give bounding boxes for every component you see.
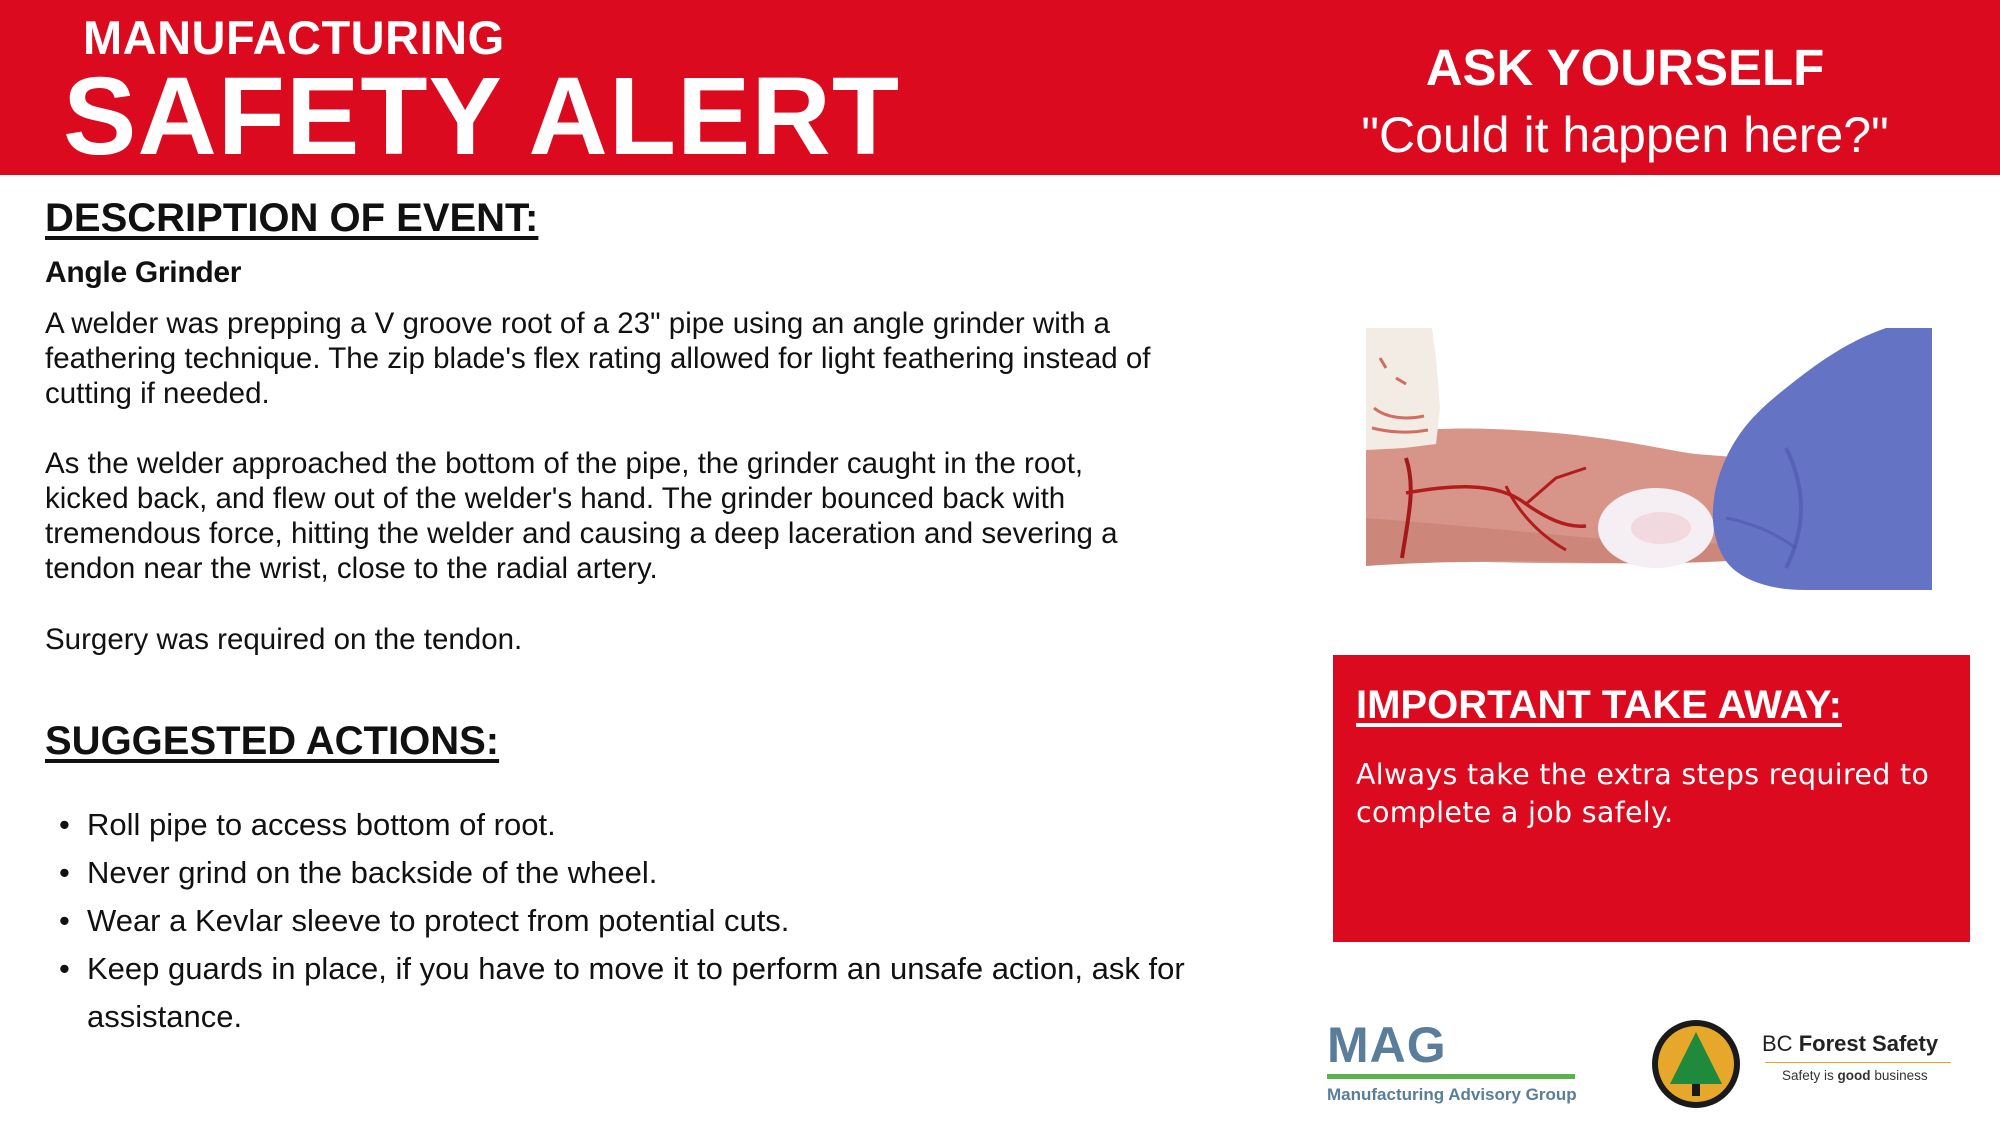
bcfs-prefix: BC bbox=[1762, 1031, 1793, 1056]
description-heading: DESCRIPTION OF EVENT: bbox=[45, 196, 539, 240]
bcfs-tag-post: business bbox=[1874, 1068, 1928, 1083]
action-item-text: Wear a Kevlar sleeve to protect from potential cuts. bbox=[87, 903, 790, 938]
takeaway-box bbox=[1333, 655, 1970, 942]
description-paragraph-2: As the welder approached the bottom of the pipe, the grinder caught in the root, kicked back, and flew out of the welder's hand. The grinder bounced back with tremendous force, hitting the welder and causing a deep laceration and severing a tendon near the wrist, close to the radial artery. bbox=[45, 447, 1118, 585]
action-item-text: Roll pipe to access bottom of root. bbox=[87, 807, 556, 842]
bcfs-divider bbox=[1765, 1062, 1951, 1063]
takeaway-heading: IMPORTANT TAKE AWAY: bbox=[1356, 683, 1842, 727]
takeaway-text: Always take the extra steps required to complete a job safely. bbox=[1356, 758, 1930, 829]
description-paragraph-3: Surgery was required on the tendon. bbox=[45, 623, 523, 656]
bullet-icon: • bbox=[59, 855, 70, 890]
action-item bbox=[45, 801, 1215, 849]
bullet-icon: • bbox=[59, 903, 70, 938]
bullet-icon: • bbox=[59, 807, 70, 842]
description-subheading: Angle Grinder bbox=[45, 256, 242, 289]
mag-full-name: Manufacturing Advisory Group bbox=[1327, 1085, 1577, 1104]
bcfs-tag-bold: good bbox=[1837, 1068, 1871, 1083]
mag-abbreviation: MAG bbox=[1327, 1017, 1447, 1073]
bcfs-name-bold: Forest Safety bbox=[1798, 1031, 1939, 1056]
action-item bbox=[45, 945, 1215, 1041]
header-banner bbox=[0, 0, 2000, 178]
bcfs-name bbox=[1762, 1031, 1938, 1057]
bcfs-tag-pre: Safety is bbox=[1782, 1068, 1834, 1083]
action-item bbox=[45, 897, 1215, 945]
action-item bbox=[45, 849, 1215, 897]
actions-heading: SUGGESTED ACTIONS: bbox=[45, 719, 500, 763]
injured-forearm-photo bbox=[1366, 328, 1932, 590]
mag-logo bbox=[1327, 1017, 1577, 1105]
mag-divider bbox=[1327, 1074, 1575, 1079]
bcfs-tagline bbox=[1782, 1068, 1928, 1083]
header-headline: SAFETY ALERT bbox=[63, 55, 901, 178]
actions-list bbox=[45, 801, 1215, 1041]
tree-badge-icon bbox=[1650, 1018, 1742, 1110]
action-item-text: Never grind on the backside of the wheel. bbox=[87, 855, 658, 890]
description-paragraph-1: A welder was prepping a V groove root of a 23" pipe using an angle grinder with a feathering technique. The zip blade's flex rating allowed for light feathering instead of cutting if needed. bbox=[45, 307, 1151, 410]
header-kicker: MANUFACTURING bbox=[83, 11, 505, 64]
ask-yourself-title: ASK YOURSELF bbox=[1425, 39, 1825, 96]
ask-yourself-quote: "Could it happen here?" bbox=[1361, 107, 1889, 163]
bullet-icon: • bbox=[59, 951, 70, 986]
action-item-text: Keep guards in place, if you have to move it to perform an unsafe action, ask for assistance. bbox=[87, 951, 1185, 1034]
